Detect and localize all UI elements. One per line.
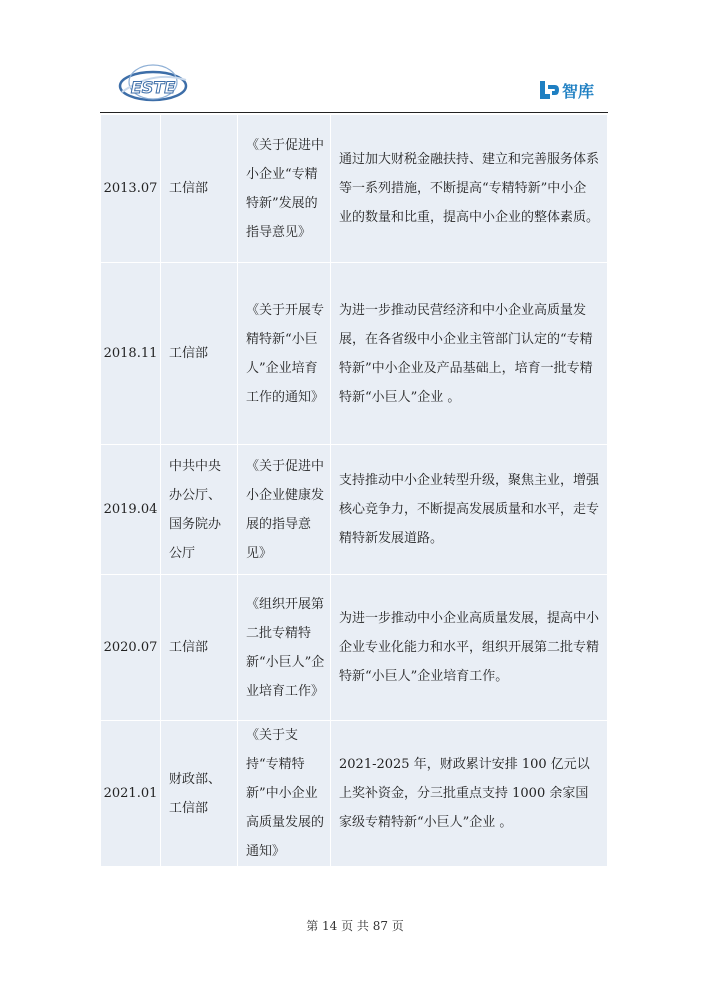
table-row: [101, 721, 608, 867]
date-cell: 2020.07: [101, 575, 161, 721]
department-cell: 工信部: [161, 115, 238, 263]
table-row: [101, 445, 608, 575]
header-rule: [100, 112, 608, 113]
document-cell: 《组织开展第二批专精特新“小巨人”企业培育工作》: [238, 575, 331, 721]
description-cell: 通过加大财税金融扶持、建立和完善服务体系等一系列措施，不断提高“专精特新”中小企业的数量和比重，提高中小企业的整体素质。: [331, 115, 608, 263]
department-cell: 中共中央办公厅、国务院办公厅: [161, 445, 238, 575]
department-cell: 工信部: [161, 263, 238, 445]
page-number: 第 14 页 共 87 页: [306, 919, 404, 933]
zhiku-logo: [538, 78, 594, 102]
department-cell: 工信部: [161, 575, 238, 721]
zhiku-logo-text: 智库: [561, 81, 594, 101]
date-cell: 2021.01: [101, 721, 161, 867]
department-cell: 财政部、工信部: [161, 721, 238, 867]
table-row: [101, 263, 608, 445]
date-cell: 2013.07: [101, 115, 161, 263]
description-cell: 为进一步推动民营经济和中小企业高质量发展，在各省级中小企业主管部门认定的“专精特新”中小企业及产品基础上，培育一批专精特新“小巨人”企业 。: [331, 263, 608, 445]
document-cell: 《关于开展专精特新“小巨人”企业培育工作的通知》: [238, 263, 331, 445]
description-cell: 支持推动中小企业转型升级，聚焦主业，增强核心竞争力，不断提高发展质量和水平，走专精特新发展道路。: [331, 445, 608, 575]
document-cell: 《关于促进中小企业健康发展的指导意见》: [238, 445, 331, 575]
table-row: [101, 115, 608, 263]
svg-text:ESTE: ESTE: [130, 78, 176, 97]
date-cell: 2018.11: [101, 263, 161, 445]
description-cell: 2021-2025 年，财政累计安排 100 亿元以上奖补资金，分三批重点支持 1000 余家国家级专精特新“小巨人”企业 。: [331, 721, 608, 867]
este-logo: [116, 62, 190, 106]
date-cell: 2019.04: [101, 445, 161, 575]
table-row: [101, 575, 608, 721]
document-cell: 《关于支持“专精特新”中小企业高质量发展的通知》: [238, 721, 331, 867]
lp-logo-icon: [538, 79, 560, 101]
description-cell: 为进一步推动中小企业高质量发展，提高中小企业专业化能力和水平，组织开展第二批专精特新“小巨人”企业培育工作。: [331, 575, 608, 721]
page-header: [100, 58, 608, 114]
document-cell: 《关于促进中小企业“专精特新”发展的指导意见》: [238, 115, 331, 263]
policy-table: [100, 114, 608, 867]
